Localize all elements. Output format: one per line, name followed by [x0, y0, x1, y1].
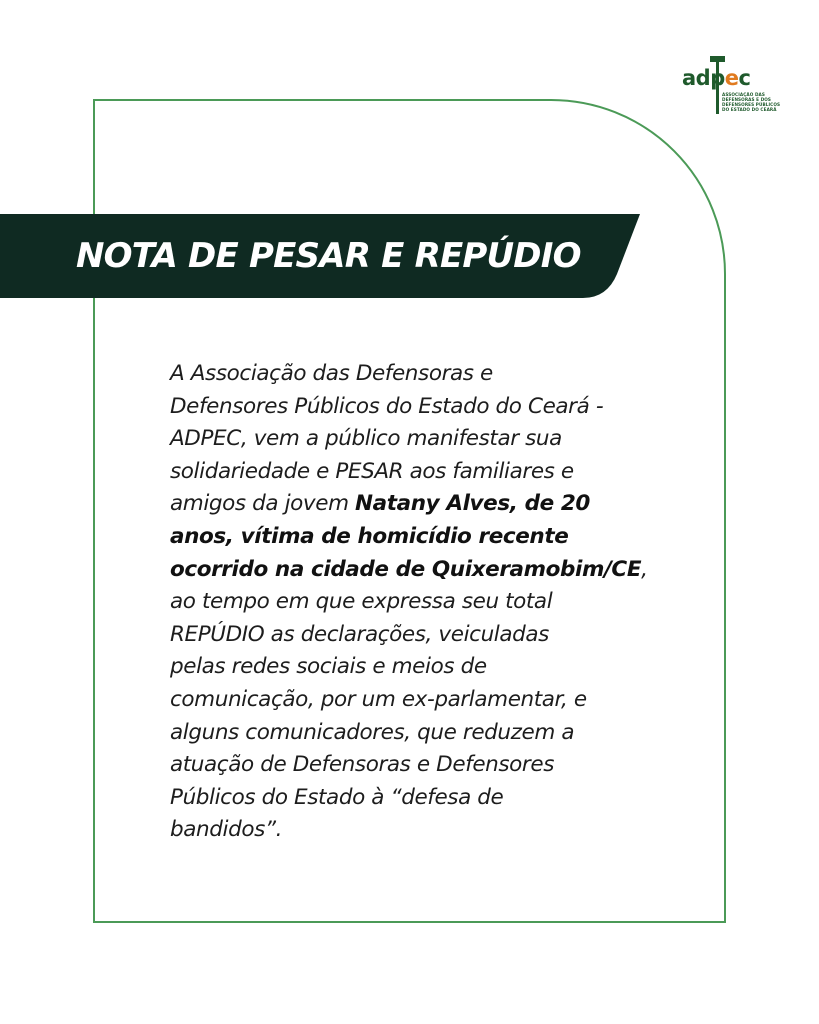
- logo-word-c: c: [738, 66, 751, 90]
- note-body: [170, 358, 670, 847]
- adpec-logo: [682, 56, 782, 118]
- body-line: REPÚDIO as declarações, veiculadas: [170, 621, 549, 647]
- body-text-bold: ocorrido na cidade de Quixeramobim/CE: [170, 556, 642, 582]
- body-line: Públicos do Estado à “defesa de: [170, 784, 504, 810]
- title-banner: [0, 214, 640, 298]
- body-line: bandidos”.: [170, 817, 283, 843]
- page-title: NOTA DE PESAR E REPÚDIO: [76, 236, 581, 276]
- logo-word-e: e: [724, 66, 739, 90]
- body-line: [170, 554, 670, 587]
- body-text-plain: amigos da jovem: [170, 491, 356, 517]
- logo-word-a: adp: [682, 66, 725, 90]
- body-line: A Associação das Defensoras e: [170, 361, 493, 386]
- body-text-plain: ,: [641, 556, 648, 582]
- body-line: comunicação, por um ex-parlamentar, e: [170, 686, 587, 712]
- body-text-bold: Natany Alves, de 20: [355, 491, 590, 517]
- body-line: solidariedade e PESAR aos familiares e: [170, 458, 574, 484]
- body-line: [170, 521, 670, 554]
- body-line: ADPEC, vem a público manifestar sua: [170, 426, 562, 452]
- body-line: atuação de Defensoras e Defensores: [170, 752, 555, 778]
- body-line: [170, 488, 670, 521]
- body-line: alguns comunicadores, que reduzem a: [170, 719, 575, 745]
- body-line: Defensores Públicos do Estado do Ceará -: [170, 393, 604, 419]
- body-line: ao tempo em que expressa seu total: [170, 589, 553, 615]
- logo-subtitle: ASSOCIAÇÃO DAS DEFENSORAS E DOS DEFENSORES PÚBLICOS DO ESTADO DO CEARÁ: [722, 92, 781, 112]
- body-line: pelas redes sociais e meios de: [170, 654, 487, 680]
- logo-wordmark: [682, 68, 750, 89]
- body-text-bold: anos, vítima de homicídio recente: [170, 523, 569, 549]
